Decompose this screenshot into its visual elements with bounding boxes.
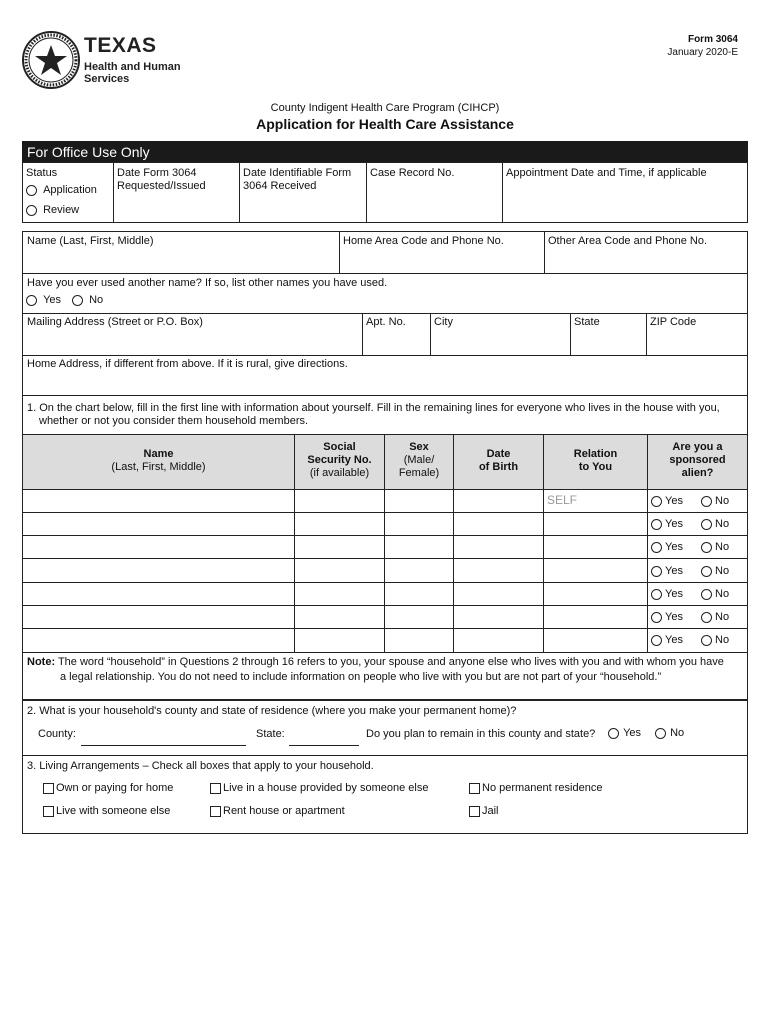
house-provided-checkbox[interactable] — [210, 783, 221, 794]
alien-no-radio[interactable] — [701, 519, 712, 530]
agency-name: TEXAS — [84, 34, 157, 57]
home-address-label: Home Address, if different from above. If it is rural, give directions. — [27, 358, 348, 370]
review-radio[interactable] — [26, 205, 37, 216]
alien-yes-option[interactable]: Yes — [651, 518, 683, 531]
program-name: County Indigent Health Care Program (CIHCP) — [270, 102, 500, 114]
jail-option[interactable]: Jail — [469, 805, 499, 818]
texas-seal-icon — [22, 28, 80, 94]
house-provided-option[interactable]: Live in a house provided by someone else — [210, 782, 428, 795]
jail-checkbox[interactable] — [469, 806, 480, 817]
remain-yes-radio[interactable] — [608, 728, 619, 739]
no-permanent-checkbox[interactable] — [469, 783, 480, 794]
alien-yes-option[interactable]: Yes — [651, 495, 683, 508]
q3-text: 3. Living Arrangements – Check all boxes that apply to your household. — [27, 760, 374, 772]
alien-no-option[interactable]: No — [701, 588, 729, 601]
city-label: City — [434, 316, 453, 328]
remain-no-option[interactable]: No — [655, 727, 684, 740]
alien-yes-option[interactable]: Yes — [651, 634, 683, 647]
status-application-option[interactable]: Application — [26, 184, 97, 197]
alien-no-option[interactable]: No — [701, 495, 729, 508]
q1-text: 1. On the chart below, fill in the first line with information about yourself. Fill in the remaining lines for everyone who lives in the house with you, whether or not you consider them household members. — [27, 402, 720, 427]
no-permanent-option[interactable]: No permanent residence — [469, 782, 602, 795]
live-with-someone-checkbox[interactable] — [43, 806, 54, 817]
remain-yes-option[interactable]: Yes — [608, 727, 641, 740]
alien-no-radio[interactable] — [701, 612, 712, 623]
alien-yes-radio[interactable] — [651, 612, 662, 623]
alien-no-option[interactable]: No — [701, 518, 729, 531]
apt-label: Apt. No. — [366, 316, 406, 328]
alien-no-option[interactable]: No — [701, 634, 729, 647]
relation-self-value: SELF — [547, 493, 578, 507]
agency-subname: Health and Human Services — [84, 61, 181, 85]
remain-question: Do you plan to remain in this county and state? — [366, 728, 596, 740]
own-home-checkbox[interactable] — [43, 783, 54, 794]
other-names-yes-option[interactable]: Yes — [26, 294, 61, 307]
mailing-address-label: Mailing Address (Street or P.O. Box) — [27, 316, 203, 328]
county-field[interactable] — [81, 745, 246, 746]
applicant-name-field[interactable] — [24, 250, 337, 271]
other-phone-label: Other Area Code and Phone No. — [548, 235, 707, 247]
col-ssn-header: Social Security No. (if available) — [307, 441, 372, 479]
state-field[interactable] — [289, 745, 359, 746]
alien-yes-radio[interactable] — [651, 519, 662, 530]
form-number: Form 3064 — [687, 34, 738, 45]
state-label-q2: State: — [256, 728, 285, 740]
alien-no-option[interactable]: No — [701, 611, 729, 624]
alien-yes-option[interactable]: Yes — [651, 565, 683, 578]
other-names-no-option[interactable]: No — [72, 294, 103, 307]
application-radio[interactable] — [26, 185, 37, 196]
alien-yes-radio[interactable] — [651, 635, 662, 646]
home-address-field[interactable] — [24, 372, 746, 394]
alien-no-radio[interactable] — [701, 542, 712, 553]
remain-no-radio[interactable] — [655, 728, 666, 739]
county-label: County: — [38, 728, 76, 740]
other-phone-field[interactable] — [546, 250, 746, 271]
home-phone-label: Home Area Code and Phone No. — [343, 235, 504, 247]
rent-checkbox[interactable] — [210, 806, 221, 817]
date-received-label: Date Identifiable Form 3064 Received — [243, 167, 352, 192]
other-names-no-radio[interactable] — [72, 295, 83, 306]
alien-yes-radio[interactable] — [651, 566, 662, 577]
form-id-block — [667, 33, 738, 59]
agency-logo — [22, 28, 192, 94]
alien-no-radio[interactable] — [701, 496, 712, 507]
rent-option[interactable]: Rent house or apartment — [210, 805, 345, 818]
alien-yes-radio[interactable] — [651, 542, 662, 553]
alien-no-radio[interactable] — [701, 566, 712, 577]
other-names-yes-radio[interactable] — [26, 295, 37, 306]
applicant-name-label: Name (Last, First, Middle) — [27, 235, 154, 247]
case-record-label: Case Record No. — [370, 167, 455, 179]
alien-yes-radio[interactable] — [651, 496, 662, 507]
col-dob-header: Date of Birth — [478, 448, 519, 473]
household-note: Note: The word “household” in Questions 2 through 16 refers to you, your spouse and anyone else who lives with you and with whom you have a legal relationship. You do not need to include information on people who live with you but are not part of your “household.” — [27, 656, 724, 683]
col-name-header: Name (Last, First, Middle) — [111, 448, 206, 473]
alien-yes-option[interactable]: Yes — [651, 611, 683, 624]
alien-yes-option[interactable]: Yes — [651, 541, 683, 554]
col-alien-header: Are you a sponsored alien? — [669, 441, 726, 479]
alien-yes-option[interactable]: Yes — [651, 588, 683, 601]
col-relation-header: Relation to You — [573, 448, 618, 473]
alien-no-radio[interactable] — [701, 635, 712, 646]
alien-no-option[interactable]: No — [701, 565, 729, 578]
alien-no-option[interactable]: No — [701, 541, 729, 554]
col-sex-header: Sex (Male/ Female) — [398, 441, 440, 479]
home-phone-field[interactable] — [341, 250, 542, 271]
other-names-question: Have you ever used another name? If so, list other names you have used. — [27, 277, 388, 289]
own-home-option[interactable]: Own or paying for home — [43, 782, 173, 795]
appointment-label: Appointment Date and Time, if applicable — [506, 167, 707, 179]
date-requested-label: Date Form 3064 Requested/Issued — [117, 167, 206, 192]
status-review-option[interactable]: Review — [26, 204, 79, 217]
form-date: January 2020-E — [667, 47, 738, 58]
state-label: State — [574, 316, 600, 328]
alien-no-radio[interactable] — [701, 589, 712, 600]
form-title: Application for Health Care Assistance — [256, 116, 514, 132]
alien-yes-radio[interactable] — [651, 589, 662, 600]
live-with-someone-option[interactable]: Live with someone else — [43, 805, 170, 818]
q2-text: 2. What is your household's county and state of residence (where you make your permanent home)? — [27, 705, 517, 717]
status-label: Status — [26, 167, 58, 179]
zip-label: ZIP Code — [650, 316, 697, 328]
office-use-header: For Office Use Only — [22, 141, 748, 162]
